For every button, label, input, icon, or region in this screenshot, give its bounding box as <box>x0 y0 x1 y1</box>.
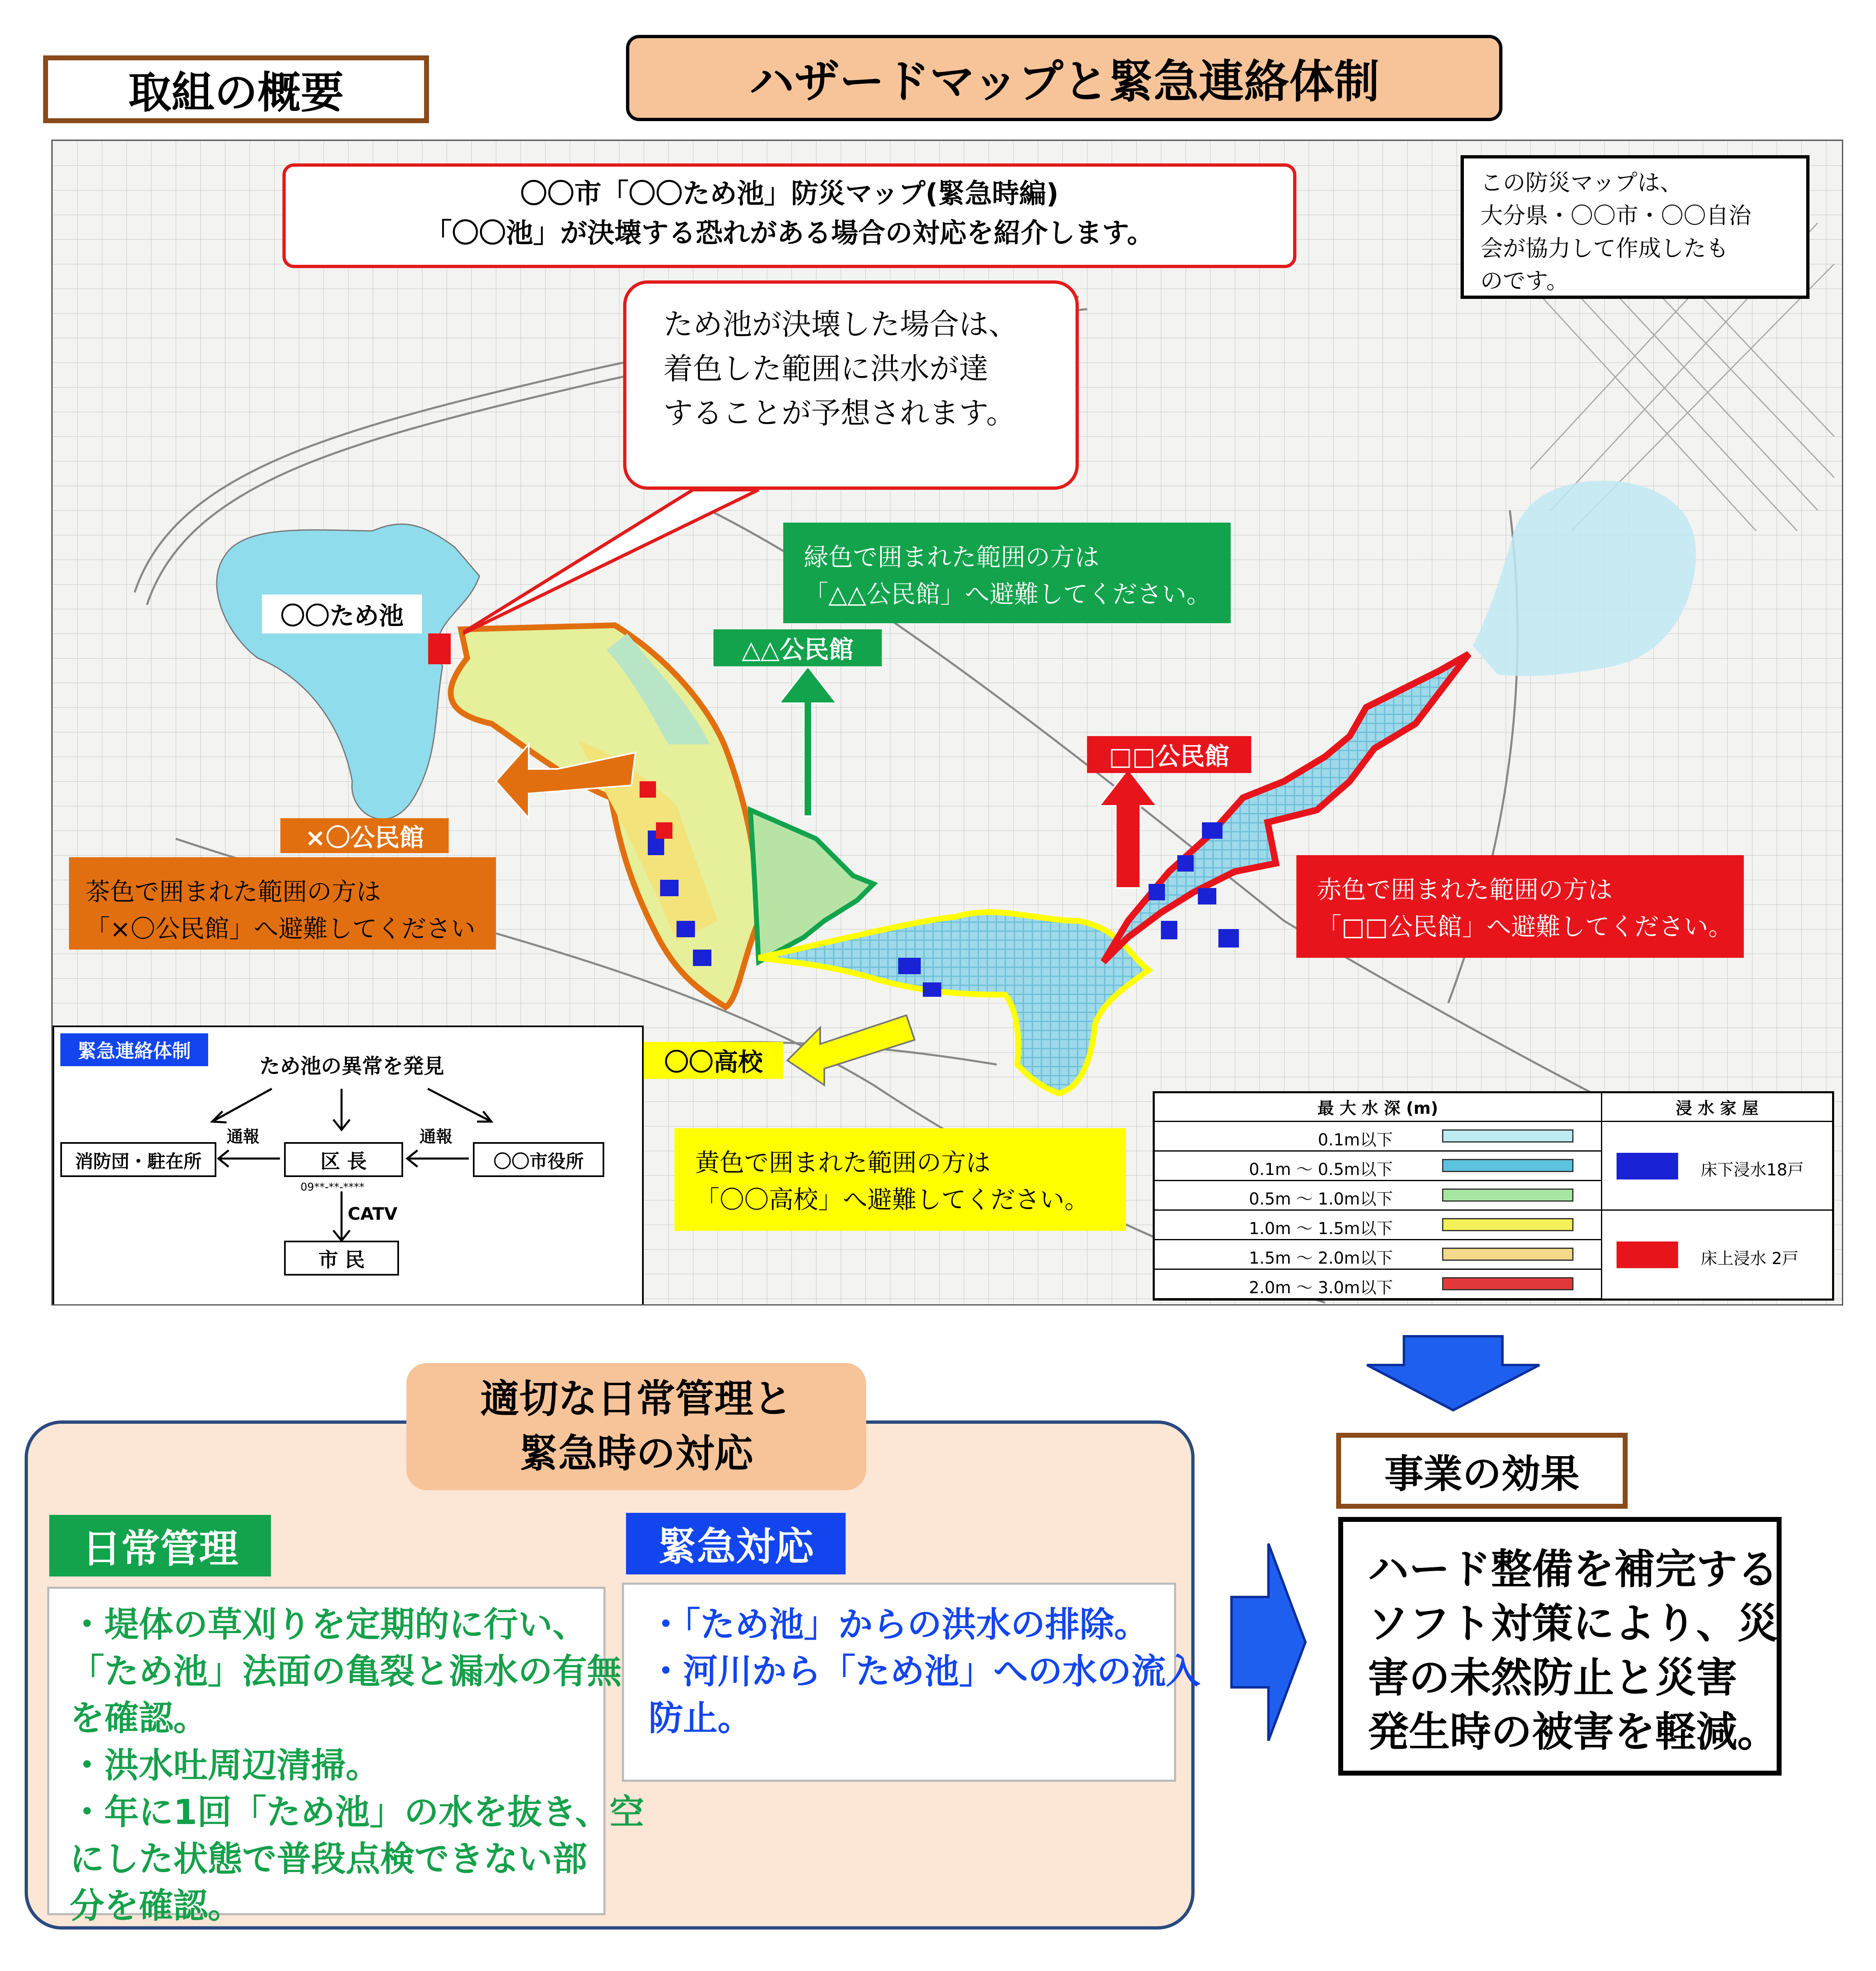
daily-line-5: ・年に1回「ため池」の水を抜き、空 <box>70 1792 644 1832</box>
section-title: 取組の概要 <box>43 55 429 123</box>
green-instruction <box>783 523 1231 623</box>
fire-police-box: 消防団・駐在所 <box>60 1142 216 1177</box>
note-line-2: 大分県・〇〇市・〇〇自治 <box>1480 202 1752 229</box>
yellow-line-1: 黄色で囲まれた範囲の方は <box>695 1149 991 1177</box>
discover-label: ため池の異常を発見 <box>259 1054 444 1078</box>
map-headline-box <box>282 163 1296 268</box>
citizen-box: 市 民 <box>284 1241 399 1276</box>
bubble-line-3: することが予想されます。 <box>663 396 1016 430</box>
right-arrow <box>1227 1535 1310 1749</box>
legend-swatch <box>1442 1159 1573 1172</box>
legend-row <box>1155 1181 1602 1211</box>
legend-row <box>1155 1240 1602 1270</box>
catv-label: CATV <box>348 1204 398 1224</box>
legend-swatch <box>1442 1248 1573 1261</box>
emergency-contact-diagram <box>53 1026 644 1306</box>
legend-house-swatch <box>1617 1241 1678 1268</box>
emg-line-1: ・「ため池」からの洪水の排除。 <box>649 1604 1149 1645</box>
bubble-line-2: 着色した範囲に洪水が達 <box>663 351 989 386</box>
legend-swatch <box>1442 1129 1573 1143</box>
map-note-box <box>1461 155 1809 299</box>
legend-swatch <box>1442 1189 1573 1202</box>
report-label-left: 通報 <box>227 1127 259 1146</box>
red-instruction <box>1296 855 1744 958</box>
daily-management-box <box>47 1587 644 1926</box>
heading-line-2: 緊急時の対応 <box>519 1431 753 1476</box>
daily-line-6: にした状態で普段点検できない部 <box>70 1839 587 1879</box>
down-arrow <box>1359 1332 1548 1414</box>
yellow-line-2: 「〇〇高校」へ避難してください。 <box>695 1186 1089 1214</box>
effect-line-1: ハード整備を補完する <box>1368 1545 1778 1593</box>
note-line-3: 会が協力して作成したも <box>1480 235 1729 262</box>
orange-instruction <box>69 857 496 950</box>
yellow-instruction <box>674 1128 1126 1231</box>
legend-house-label: 床下浸水18戸 <box>1701 1161 1804 1179</box>
orange-shelter-tag: ×〇公民館 <box>280 818 449 853</box>
note-line-4: のです。 <box>1480 268 1569 294</box>
contact-badge: 緊急連絡体制 <box>60 1033 208 1066</box>
legend-house-header: 浸 水 家 屋 <box>1602 1093 1832 1122</box>
legend-row-label: 0.1m以下 <box>1318 1131 1393 1150</box>
daily-line-1: ・堤体の草刈りを定期的に行い、 <box>70 1604 587 1645</box>
effect-line-3: 害の未然防止と災害 <box>1368 1654 1737 1702</box>
page-title: ハザードマップと緊急連絡体制 <box>626 35 1502 121</box>
bubble-line-1: ため池が決壊した場合は、 <box>663 307 1018 342</box>
daily-management-title: 日常管理 <box>49 1515 271 1576</box>
red-line-1: 赤色で囲まれた範囲の方は <box>1317 876 1612 904</box>
green-line-1: 緑色で囲まれた範囲の方は <box>804 543 1099 572</box>
emergency-response-box <box>622 1583 1201 1782</box>
heading-line-1: 適切な日常管理と <box>480 1377 792 1422</box>
legend-row-label: 1.0m 〜 1.5m以下 <box>1249 1219 1393 1238</box>
legend-swatch <box>1442 1218 1573 1231</box>
daily-line-4: ・洪水吐周辺清掃。 <box>70 1745 381 1785</box>
legend-depth-header: 最 大 水 深 (m) <box>1155 1093 1602 1122</box>
headline-line-1: 〇〇市「〇〇ため池」防災マップ(緊急時編) <box>520 178 1059 209</box>
yellow-shelter-tag: 〇〇高校 <box>644 1042 783 1079</box>
note-line-1: この防災マップは、 <box>1480 170 1683 196</box>
legend-row <box>1155 1122 1602 1152</box>
legend-row-label: 1.5m 〜 2.0m以下 <box>1249 1249 1393 1268</box>
effect-line-4: 発生時の被害を軽減。 <box>1368 1708 1778 1756</box>
emergency-response-title: 緊急対応 <box>626 1513 846 1574</box>
chief-box: 区 長 <box>284 1142 403 1177</box>
red-line-2: 「□□公民館」へ避難してください。 <box>1317 913 1733 941</box>
legend-house-swatch <box>1617 1153 1678 1179</box>
effect-box <box>1338 1517 1782 1776</box>
pond-label: 〇〇ため池 <box>262 594 422 633</box>
legend-house-row <box>1602 1211 1834 1299</box>
legend-row <box>1155 1270 1602 1299</box>
legend-row <box>1155 1152 1602 1181</box>
management-heading <box>406 1363 866 1490</box>
emg-line-2: ・河川から「ため池」への水の流入 <box>649 1651 1201 1692</box>
orange-line-2: 「×〇公民館」へ避難してください <box>85 915 476 943</box>
daily-line-3: を確認。 <box>70 1698 208 1739</box>
emg-line-3: 防止。 <box>649 1698 752 1739</box>
headline-line-2: 「〇〇池」が決壊する恐れがある場合の対応を紹介します。 <box>424 217 1154 249</box>
hazard-map <box>51 140 1843 1306</box>
report-label-right: 通報 <box>420 1127 452 1146</box>
legend-house-label: 床上浸水 2戸 <box>1701 1249 1799 1268</box>
red-shelter-tag: □□公民館 <box>1087 736 1251 773</box>
speech-bubble <box>623 280 1079 490</box>
daily-line-2: 「ため池」法面の亀裂と漏水の有無 <box>70 1651 622 1692</box>
effect-title: 事業の効果 <box>1336 1433 1628 1509</box>
legend-swatch <box>1442 1277 1573 1290</box>
green-shelter-tag: △△公民館 <box>713 629 882 666</box>
legend-house-row <box>1602 1122 1834 1211</box>
legend-row-label: 0.1m 〜 0.5m以下 <box>1249 1160 1393 1179</box>
legend-row-label: 2.0m 〜 3.0m以下 <box>1249 1278 1393 1297</box>
legend-row <box>1155 1211 1602 1240</box>
phone-number: 09**-**-**** <box>300 1181 365 1193</box>
daily-line-7: 分を確認。 <box>70 1886 243 1926</box>
orange-line-1: 茶色で囲まれた範囲の方は <box>85 878 381 906</box>
city-office-box: 〇〇市役所 <box>473 1142 604 1177</box>
green-line-2: 「△△公民館」へ避難してください。 <box>804 580 1211 609</box>
legend-row-label: 0.5m 〜 1.0m以下 <box>1249 1190 1393 1209</box>
map-legend <box>1153 1091 1834 1301</box>
effect-line-2: ソフト対策により、災 <box>1368 1599 1778 1647</box>
